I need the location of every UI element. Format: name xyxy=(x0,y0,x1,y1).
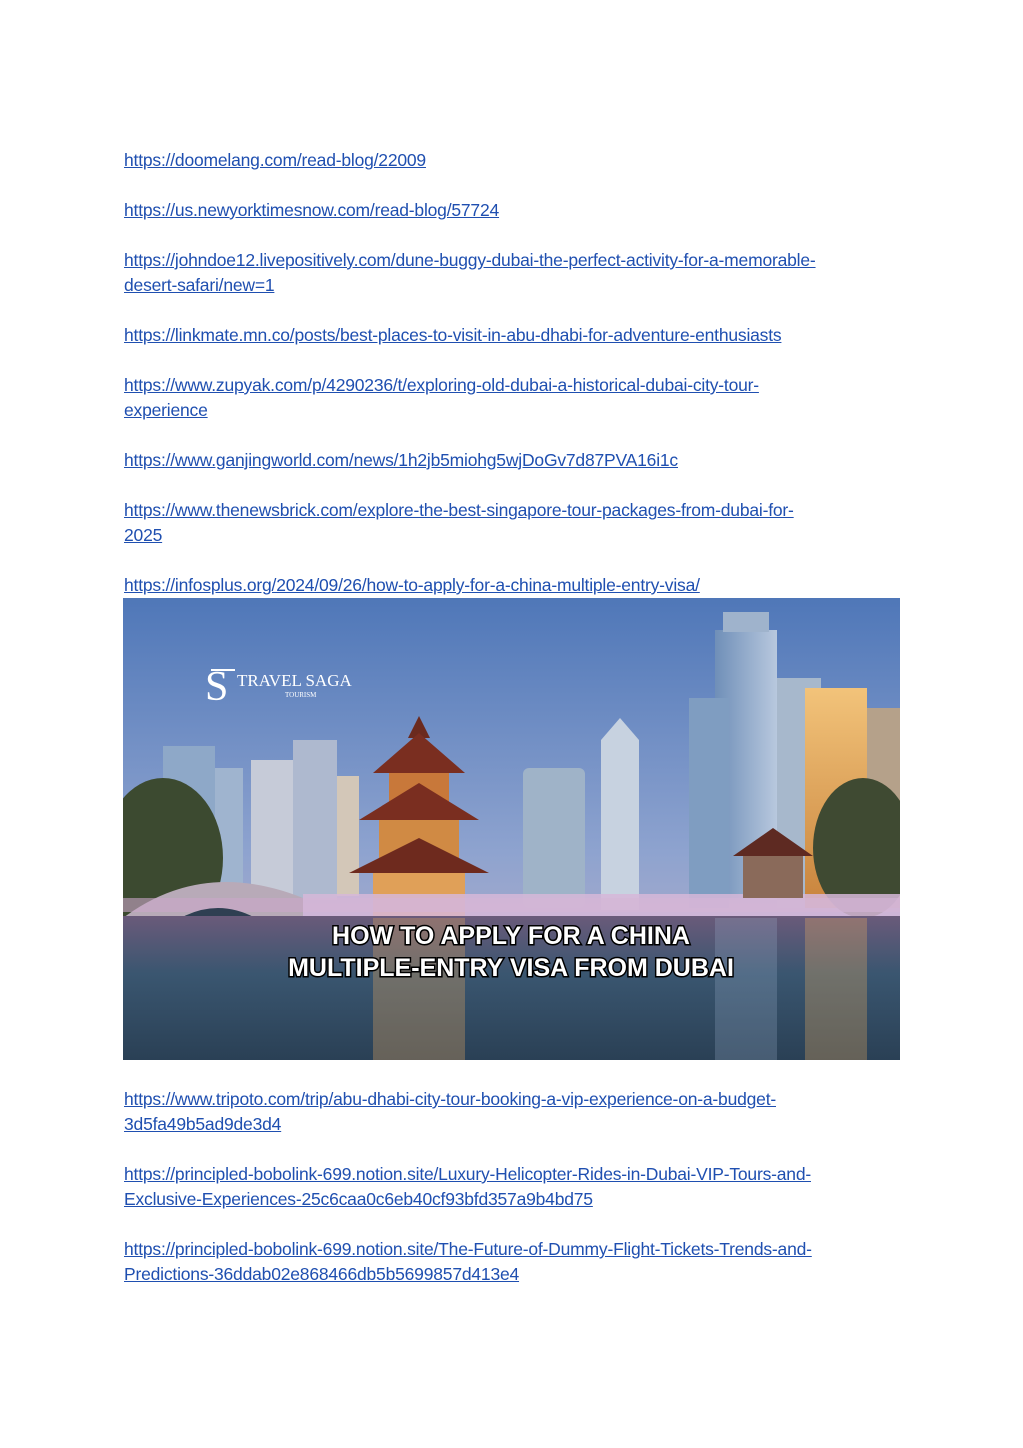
link-doomelang[interactable]: https://doomelang.com/read-blog/22009 xyxy=(124,150,426,170)
link-notion-dummy-flight[interactable]: https://principled-bobolink-699.notion.site/The-Future-of-Dummy-Flight-Tickets-Trends-and- Predictions-36ddab02e868466db5b5699857d413e4 xyxy=(124,1239,812,1284)
link-zupyak[interactable]: https://www.zupyak.com/p/4290236/t/exploring-old-dubai-a-historical-dubai-city-tour- experience xyxy=(124,375,759,420)
link-tripoto[interactable]: https://www.tripoto.com/trip/abu-dhabi-city-tour-booking-a-vip-experience-on-a-budget- 3d5fa49b5ad9de3d4 xyxy=(124,1089,776,1134)
link-notion-helicopter[interactable]: https://principled-bobolink-699.notion.site/Luxury-Helicopter-Rides-in-Dubai-VIP-Tours-and- Exclusive-Experiences-25c6caa0c6eb40cf93bfd357a9b4bd75 xyxy=(124,1164,811,1209)
logo-mark: S xyxy=(205,664,229,710)
link-newyorktimesnow[interactable]: https://us.newyorktimesnow.com/read-blog/57724 xyxy=(124,200,500,220)
logo-name: TRAVEL SAGA xyxy=(237,671,352,690)
headline-line-2: MULTIPLE-ENTRY VISA FROM DUBAI xyxy=(288,954,734,982)
link-linkmate[interactable]: https://linkmate.mn.co/posts/best-places-to-visit-in-abu-dhabi-for-adventure-enthusiasts xyxy=(124,325,782,345)
link-infosplus[interactable]: https://infosplus.org/2024/09/26/how-to-apply-for-a-china-multiple-entry-visa/ xyxy=(124,575,700,595)
link-thenewsbrick[interactable]: https://www.thenewsbrick.com/explore-the-best-singapore-tour-packages-from-dubai-for- 2025 xyxy=(124,500,794,545)
link-livepositively[interactable]: https://johndoe12.livepositively.com/dune-buggy-dubai-the-perfect-activity-for-a-memorable- desert-safari/new=1 xyxy=(124,250,816,295)
logo-subtitle: TOURISM xyxy=(285,691,317,699)
link-ganjingworld[interactable]: https://www.ganjingworld.com/news/1h2jb5miohg5wjDoGv7d87PVA16i1c xyxy=(124,450,678,470)
headline-line-1: HOW TO APPLY FOR A CHINA xyxy=(332,922,690,950)
china-visa-banner-image xyxy=(123,598,900,1060)
